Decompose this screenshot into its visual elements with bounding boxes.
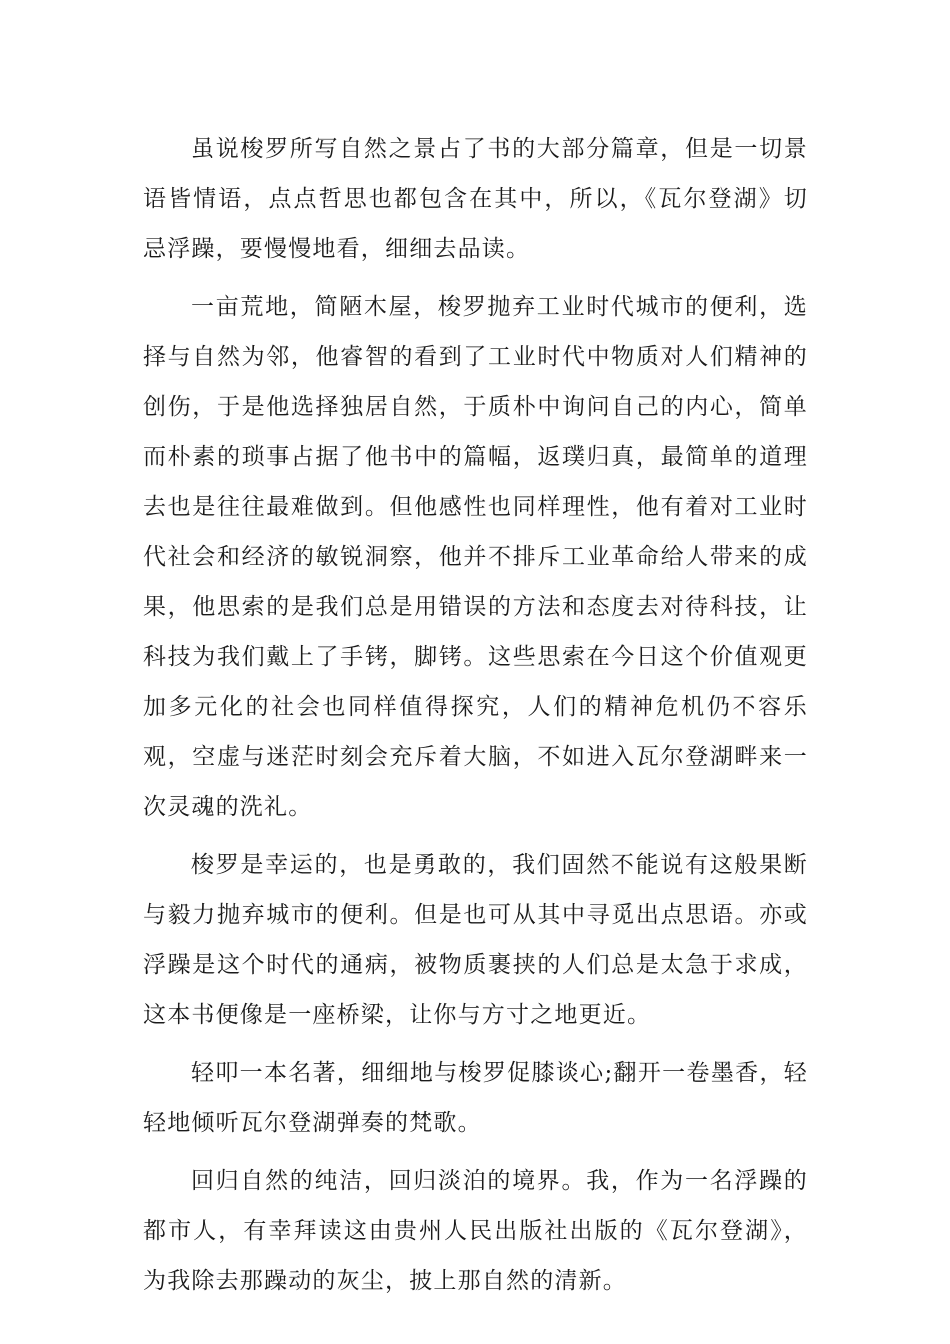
document-body — [143, 124, 808, 1314]
paragraph-5: 回归自然的纯洁，回归淡泊的境界。我，作为一名浮躁的都市人，有幸拜读这由贵州人民出版社出版的《瓦尔登湖》，为我除去那躁动的灰尘，披上那自然的清新。 — [143, 1168, 808, 1294]
paragraph-4: 轻叩一本名著，细细地与梭罗促膝谈心;翻开一卷墨香，轻轻地倾听瓦尔登湖弹奏的梵歌。 — [143, 1060, 808, 1136]
paragraph-1: 虽说梭罗所写自然之景占了书的大部分篇章，但是一切景语皆情语，点点哲思也都包含在其中，所以，《瓦尔登湖》切忌浮躁，要慢慢地看，细细去品读。 — [143, 136, 808, 262]
paragraph-2: 一亩荒地，简陋木屋，梭罗抛弃工业时代城市的便利，选择与自然为邻，他睿智的看到了工业时代中物质对人们精神的创伤，于是他选择独居自然，于质朴中询问自己的内心，简单而朴素的琐事占据了他书中的篇幅，返璞归真，最简单的道理去也是往往最难做到。但他感性也同样理性，他有着对工业时代社会和经济的敏锐洞察，他并不排斥工业革命给人带来的成果，他思索的是我们总是用错误的方法和态度去对待科技，让科技为我们戴上了手铐，脚铐。这些思索在今日这个价值观更加多元化的社会也同样值得探究，人们的精神危机仍不容乐观，空虚与迷茫时刻会充斥着大脑，不如进入瓦尔登湖畔来一次灵魂的洗礼。 — [143, 294, 808, 820]
paragraph-3: 梭罗是幸运的，也是勇敢的，我们固然不能说有这般果断与毅力抛弃城市的便利。但是也可从其中寻觅出点思语。亦或浮躁是这个时代的通病，被物质裹挟的人们总是太急于求成，这本书便像是一座桥梁，让你与方寸之地更近。 — [143, 852, 808, 1028]
